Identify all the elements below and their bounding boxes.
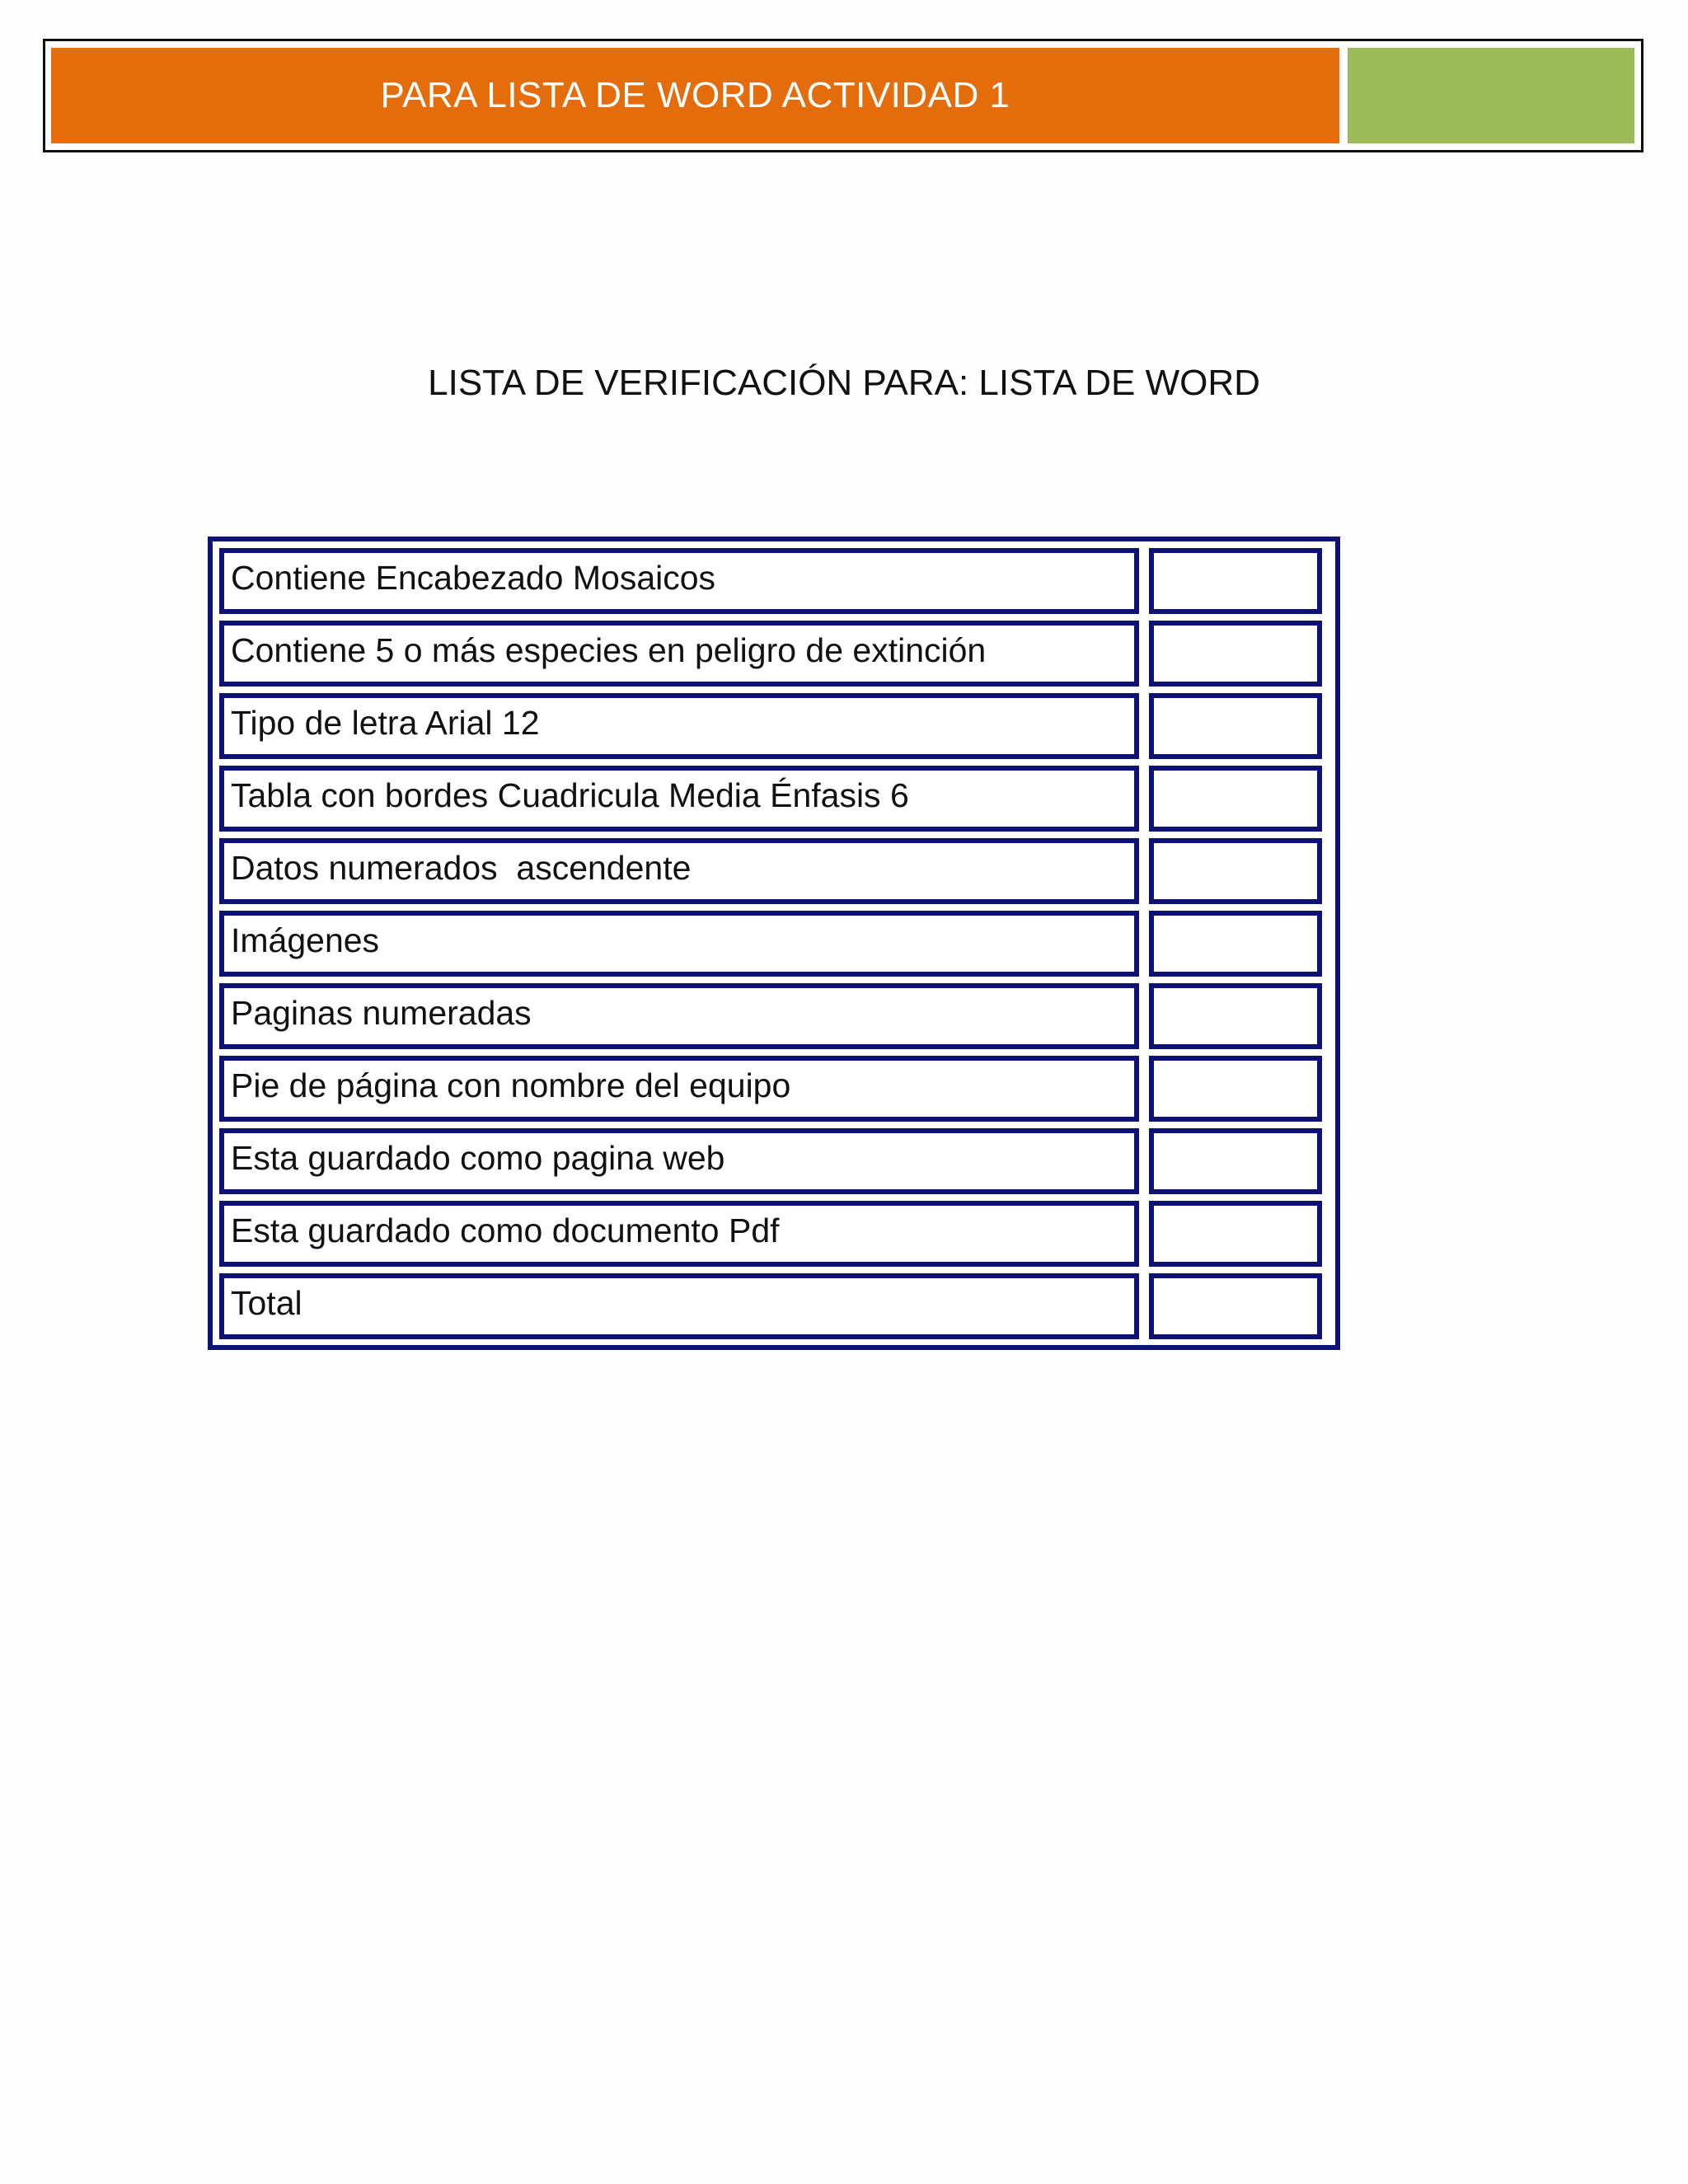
checklist-total-label: Total — [219, 1273, 1139, 1339]
checklist-table — [208, 537, 1340, 1350]
table-row — [219, 621, 1329, 687]
header-title: PARA LISTA DE WORD ACTIVIDAD 1 — [380, 75, 1010, 115]
header-banner — [43, 39, 1643, 152]
checklist-item-label: Tabla con bordes Cuadricula Media Énfasis 6 — [219, 766, 1139, 832]
header-accent-block — [1348, 48, 1634, 143]
checklist-item-label: Esta guardado como pagina web — [219, 1128, 1139, 1194]
checklist-item-label: Contiene 5 o más especies en peligro de extinción — [219, 621, 1139, 687]
table-row — [219, 1128, 1329, 1194]
checklist-item-check-cell[interactable] — [1149, 1056, 1322, 1122]
checklist-item-label: Paginas numeradas — [219, 983, 1139, 1049]
header-title-block — [51, 48, 1339, 143]
checklist-item-label: Datos numerados ascendente — [219, 838, 1139, 904]
checklist-total-cell[interactable] — [1149, 1273, 1322, 1339]
table-row — [219, 766, 1329, 832]
checklist-item-label: Pie de página con nombre del equipo — [219, 1056, 1139, 1122]
checklist-item-check-cell[interactable] — [1149, 1128, 1322, 1194]
checklist-item-check-cell[interactable] — [1149, 548, 1322, 614]
checklist-item-label: Esta guardado como documento Pdf — [219, 1201, 1139, 1267]
checklist-item-label: Contiene Encabezado Mosaicos — [219, 548, 1139, 614]
checklist-item-check-cell[interactable] — [1149, 766, 1322, 832]
table-row — [219, 548, 1329, 614]
checklist-item-label: Tipo de letra Arial 12 — [219, 693, 1139, 759]
table-row — [219, 983, 1329, 1049]
table-row — [219, 1201, 1329, 1267]
checklist-item-check-cell[interactable] — [1149, 911, 1322, 977]
table-row — [219, 838, 1329, 904]
checklist-item-label: Imágenes — [219, 911, 1139, 977]
page-title: LISTA DE VERIFICACIÓN PARA: LISTA DE WORD — [428, 363, 1260, 403]
table-row — [219, 693, 1329, 759]
checklist-item-check-cell[interactable] — [1149, 693, 1322, 759]
checklist-item-check-cell[interactable] — [1149, 621, 1322, 687]
checklist-item-check-cell[interactable] — [1149, 838, 1322, 904]
table-row-total — [219, 1273, 1329, 1339]
checklist-item-check-cell[interactable] — [1149, 1201, 1322, 1267]
table-row — [219, 1056, 1329, 1122]
table-row — [219, 911, 1329, 977]
checklist-item-check-cell[interactable] — [1149, 983, 1322, 1049]
